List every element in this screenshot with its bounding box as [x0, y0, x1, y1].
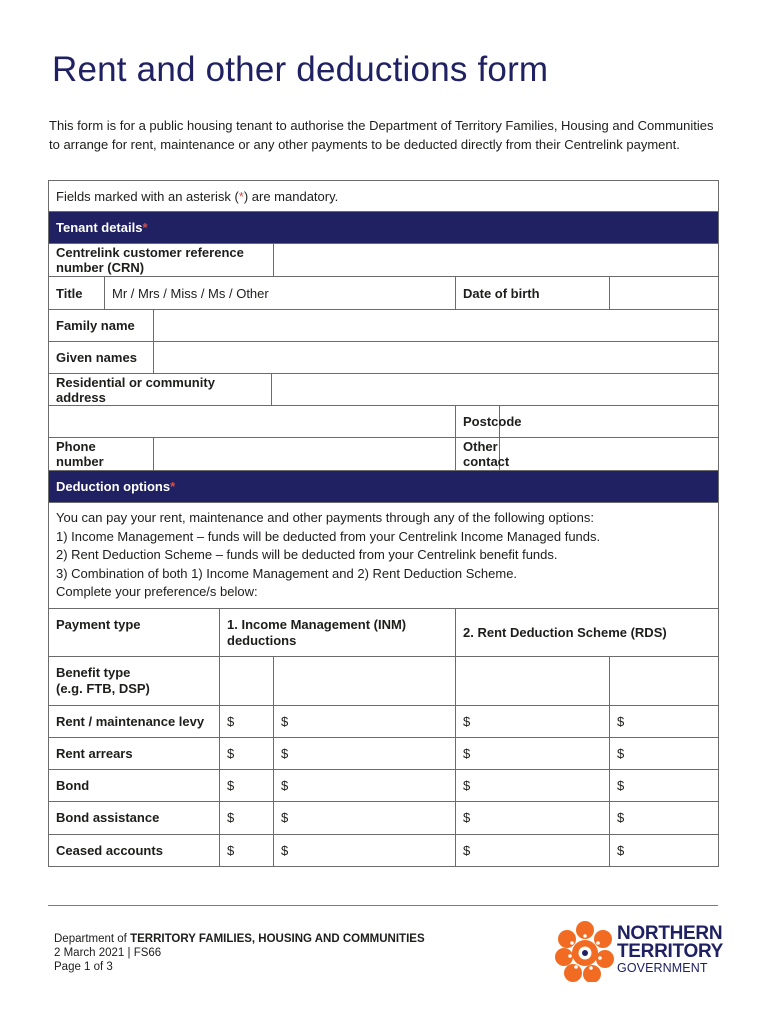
amount-input[interactable]: $	[274, 769, 456, 801]
other-contact-input[interactable]	[500, 438, 719, 471]
amount-input[interactable]: $	[274, 737, 456, 769]
amount-input[interactable]: $	[456, 769, 610, 801]
crn-row	[49, 244, 719, 277]
table-row	[49, 769, 719, 801]
deduction-options-heading: Deduction options	[56, 479, 171, 494]
amount-input[interactable]: $	[220, 705, 274, 737]
amount-input[interactable]: $	[220, 834, 274, 866]
benefit-rds-1-input[interactable]	[456, 656, 610, 705]
footer-department: Department of TERRITORY FAMILIES, HOUSING AND COMMUNITIES	[54, 933, 425, 945]
benefit-type-row	[49, 656, 719, 705]
deduction-info-line: You can pay your rent, maintenance and other payments through any of the following options:	[56, 510, 594, 525]
mandatory-note-row	[49, 181, 719, 212]
other-contact-label: Other contact	[456, 438, 500, 471]
address-continued-input[interactable]	[49, 406, 456, 438]
amount-input[interactable]: $	[456, 737, 610, 769]
footer-divider	[48, 905, 718, 906]
flower-icon	[555, 920, 615, 982]
logo-government: GOVERNMENT	[617, 961, 708, 975]
inm-column-header: 1. Income Management (INM) deductions	[220, 608, 456, 656]
amount-input[interactable]: $	[610, 801, 719, 834]
amount-input[interactable]: $	[220, 737, 274, 769]
dob-input[interactable]	[610, 277, 719, 310]
address-input[interactable]	[272, 374, 719, 406]
amount-input[interactable]: $	[610, 769, 719, 801]
family-name-input[interactable]	[154, 310, 719, 342]
given-names-label: Given names	[49, 342, 154, 374]
intro-text: This form is for a public housing tenant to authorise the Department of Territory Families, Housing and Communities to arrange for rent, maintenance or any other payments to be deducted directly from their Centrelink payment.	[49, 118, 714, 152]
rent-deductions-form	[48, 180, 719, 867]
title-row	[49, 277, 719, 310]
payment-type-header-row	[49, 608, 719, 656]
postcode-input[interactable]	[500, 406, 719, 438]
row-label: Bond assistance	[49, 801, 220, 834]
tenant-details-header	[49, 212, 719, 244]
address-row	[49, 374, 719, 406]
asterisk: *	[170, 479, 176, 494]
row-label: Ceased accounts	[49, 834, 220, 866]
amount-input[interactable]: $	[220, 769, 274, 801]
benefit-inm-2-input[interactable]	[274, 656, 456, 705]
amount-input[interactable]: $	[610, 737, 719, 769]
amount-input[interactable]: $	[456, 801, 610, 834]
family-name-row	[49, 310, 719, 342]
table-row	[49, 705, 719, 737]
benefit-type-label: Benefit type (e.g. FTB, DSP)	[49, 656, 220, 705]
deduction-info-line: 3) Combination of both 1) Income Management and 2) Rent Deduction Scheme.	[56, 565, 518, 581]
address-label: Residential or community address	[49, 374, 272, 406]
amount-input[interactable]: $	[220, 801, 274, 834]
deduction-info-line: Complete your preference/s below:	[56, 584, 258, 599]
given-names-row	[49, 342, 719, 374]
rds-column-header: 2. Rent Deduction Scheme (RDS)	[456, 608, 719, 656]
postcode-label: Postcode	[456, 406, 500, 438]
row-label: Rent arrears	[49, 737, 220, 769]
table-row	[49, 737, 719, 769]
row-label: Rent / maintenance levy	[49, 705, 220, 737]
asterisk: *	[238, 188, 244, 204]
footer	[54, 932, 425, 974]
tenant-details-heading: Tenant details	[56, 220, 143, 235]
mandatory-note: Fields marked with an asterisk (*) are mandatory.	[49, 181, 719, 212]
title-label: Title	[49, 277, 105, 310]
benefit-rds-2-input[interactable]	[610, 656, 719, 705]
family-name-label: Family name	[49, 310, 154, 342]
nt-government-logo	[555, 920, 725, 982]
deduction-info-line: 1) Income Management – funds will be deducted from your Centrelink Income Managed funds.	[56, 528, 601, 544]
postcode-row	[49, 406, 719, 438]
amount-input[interactable]: $	[274, 705, 456, 737]
logo-wordmark: NORTHERN TERRITORY	[617, 923, 724, 962]
given-names-input[interactable]	[154, 342, 719, 374]
amount-input[interactable]: $	[610, 705, 719, 737]
footer-date: 2 March 2021 | FS66	[54, 947, 162, 959]
deduction-info-line: 2) Rent Deduction Scheme – funds will be deducted from your Centrelink benefit funds.	[56, 547, 558, 562]
deduction-info-row	[49, 503, 719, 609]
table-row	[49, 834, 719, 866]
page-title: Rent and other deductions form	[52, 50, 549, 89]
amount-input[interactable]: $	[274, 801, 456, 834]
amount-input[interactable]: $	[456, 834, 610, 866]
asterisk: *	[142, 220, 148, 235]
title-options[interactable]: Mr / Mrs / Miss / Ms / Other	[105, 277, 456, 310]
amount-input[interactable]: $	[274, 834, 456, 866]
row-label: Bond	[49, 769, 220, 801]
deduction-info	[49, 503, 719, 609]
crn-input[interactable]	[274, 244, 719, 277]
crn-label: Centrelink customer reference number (CRN)	[49, 244, 274, 277]
deduction-options-header	[49, 471, 719, 503]
table-row	[49, 801, 719, 834]
phone-row	[49, 438, 719, 471]
dob-label: Date of birth	[456, 277, 610, 310]
amount-input[interactable]: $	[610, 834, 719, 866]
amount-input[interactable]: $	[456, 705, 610, 737]
benefit-inm-1-input[interactable]	[220, 656, 274, 705]
footer-page-number: Page 1 of 3	[54, 961, 113, 973]
phone-label: Phone number	[49, 438, 154, 471]
phone-input[interactable]	[154, 438, 456, 471]
payment-type-label: Payment type	[49, 608, 220, 656]
